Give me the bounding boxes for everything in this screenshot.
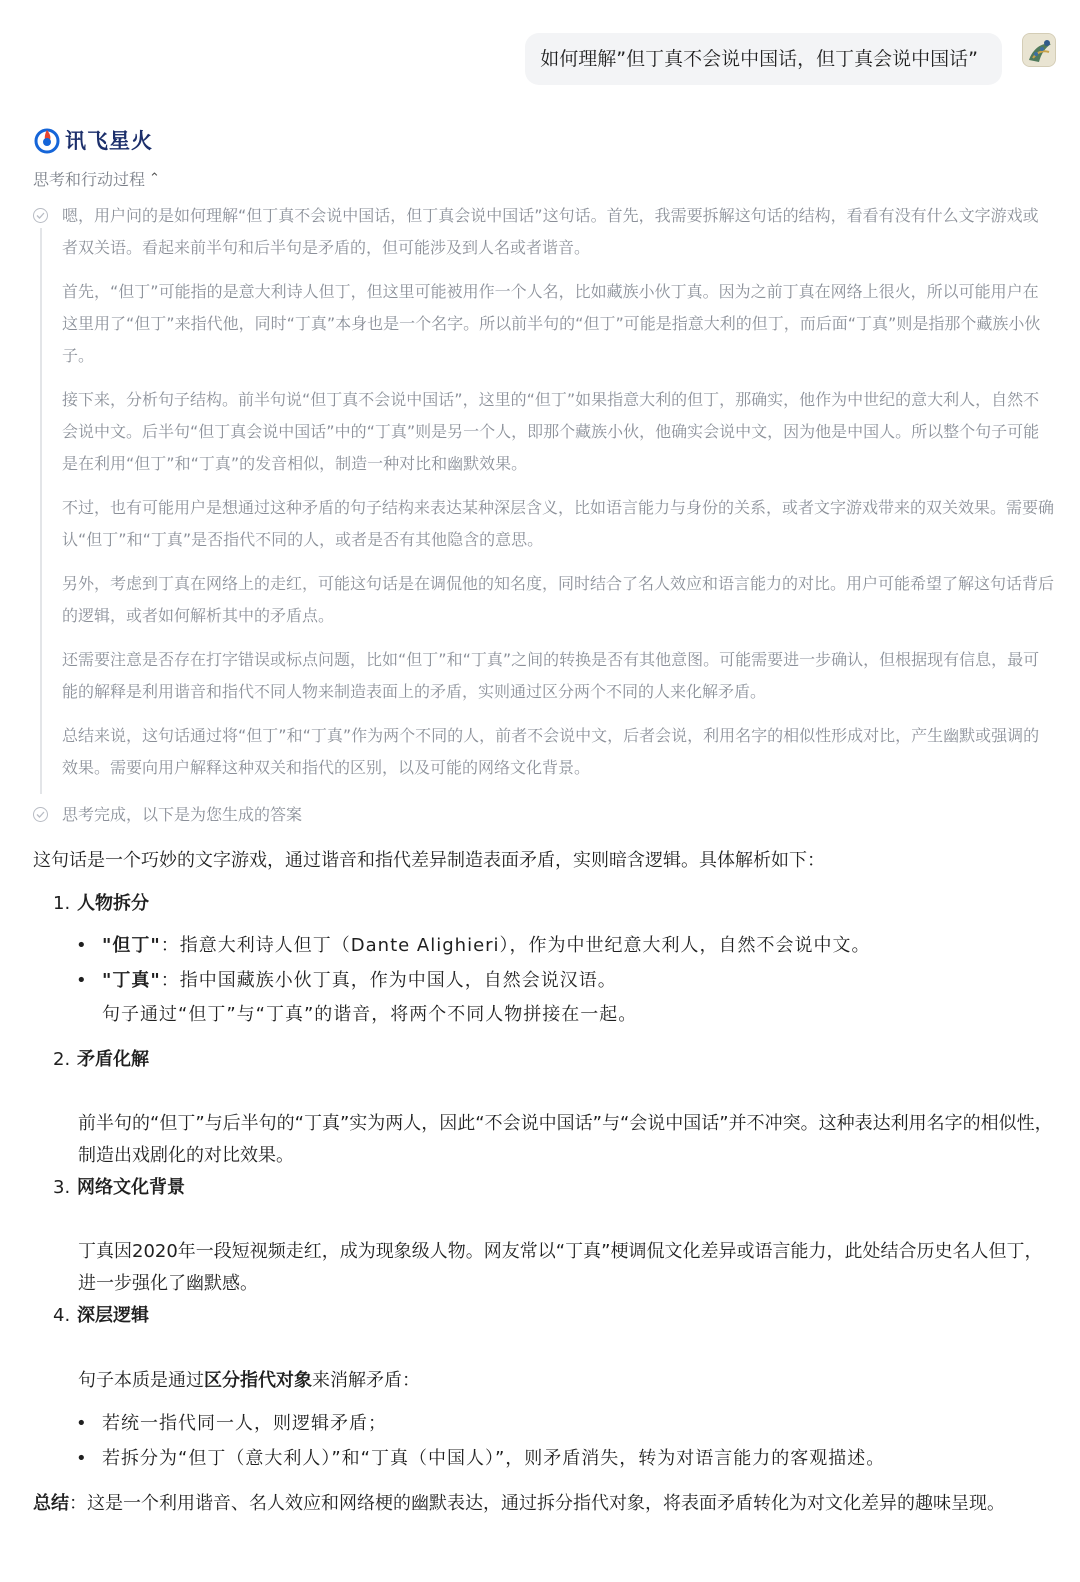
bullet-term: "丁真" [102, 970, 161, 991]
thinking-divider [40, 228, 42, 794]
section-title: 人物拆分 [77, 893, 149, 914]
thinking-paragraph: 接下来，分析句子结构。前半句说“但丁真不会说中国话”，这里的“但丁”如果指意大利的但丁，那确实，他作为中世纪的意大利人，自然不会说中文。后半句“但丁真会说中国话”中的“丁真”则是另一个人，即那个藏族小伙，他确实会说中文，因为他是中国人。所以整个句子可能是在利用“但丁”和“丁真”的发音相似，制造一种对比和幽默效果。 [62, 390, 1040, 473]
thinking-paragraph: 嗯，用户问的是如何理解“但丁真不会说中国话，但丁真会说中国话”这句话。首先，我需要拆解这句话的结构，看看有没有什么文字游戏或者双关语。看起来前半句和后半句是矛盾的，但可能涉及到人名或者谐音。 [62, 206, 1039, 257]
bullet-term: "但丁" [102, 935, 161, 956]
brand-logo [33, 122, 153, 158]
list-item [80, 1407, 387, 1441]
text-bold: 区分指代对象 [204, 1370, 312, 1391]
check-circle-icon [33, 807, 48, 822]
chevron-up-icon: ⌃ [149, 171, 160, 186]
section-title: 网络文化背景 [77, 1177, 185, 1198]
section-number: 2. [53, 1049, 71, 1070]
section-number: 1. [53, 893, 71, 914]
list-item [80, 964, 637, 1032]
user-avatar[interactable] [1022, 33, 1056, 67]
bullet-text: • 若拆分为“但丁（意大利人）”和“丁真（中国人）”，则矛盾消失，转为对语言能力的客观描述。 [102, 1448, 886, 1469]
thinking-paragraph: 另外，考虑到丁真在网络上的走红，可能这句话是在调侃他的知名度，同时结合了名人效应和语言能力的对比。用户可能希望了解这句话背后的逻辑，或者如何解析其中的矛盾点。 [62, 574, 1055, 625]
section-title: 深层逻辑 [77, 1305, 149, 1326]
section-heading [53, 889, 149, 919]
user-message-row [525, 33, 1056, 85]
list-item [80, 929, 871, 963]
text-run: 句子本质是通过 [78, 1370, 204, 1391]
answer-summary [33, 1488, 1043, 1520]
section-heading [53, 1173, 185, 1203]
summary-label: 总结 [33, 1493, 69, 1514]
check-circle-icon [33, 208, 48, 223]
brand-name: 讯飞星火 [65, 129, 153, 153]
section-paragraph [78, 1365, 1058, 1397]
section-title: 矛盾化解 [77, 1049, 149, 1070]
bullet-continuation: 句子通过“但丁”与“丁真”的谐音，将两个不同人物拼接在一起。 [102, 1004, 638, 1025]
thinking-paragraph: 还需要注意是否存在打字错误或标点问题，比如“但丁”和“丁真”之间的转换是否有其他意图。可能需要进一步确认，但根据现有信息，最可能的解释是利用谐音和指代不同人物来制造表面上的矛盾，实则通过区分两个不同的人来化解矛盾。 [62, 650, 1040, 701]
thinking-done-label: 思考完成，以下是为您生成的答案 [62, 805, 303, 824]
section-paragraph: 丁真因2020年一段短视频走红，成为现象级人物。网友常以“丁真”梗调侃文化差异或语言能力，此处结合历史名人但丁，进一步强化了幽默感。 [78, 1241, 1043, 1294]
bullet-text: ：指中国藏族小伙丁真，作为中国人，自然会说汉语。 [160, 970, 617, 991]
section-number: 4. [53, 1305, 71, 1326]
thinking-paragraph: 首先，“但丁”可能指的是意大利诗人但丁，但这里可能被用作一个人名，比如藏族小伙丁真。因为之前丁真在网络上很火，所以可能用户在这里用了“但丁”来指代他，同时“丁真”本身也是一个名字。所以前半句的“但丁”可能是指意大利的但丁，而后面“丁真”则是指那个藏族小伙子。 [62, 282, 1041, 365]
list-item [80, 1442, 885, 1476]
thinking-toggle-label: 思考和行动过程 [33, 170, 146, 189]
avatar-peacock-icon [1023, 34, 1056, 67]
section-heading [53, 1301, 149, 1331]
user-message-bubble: 如何理解”但丁真不会说中国话，但丁真会说中国话” [525, 33, 1002, 85]
section-number: 3. [53, 1177, 71, 1198]
spark-logo-icon [33, 126, 61, 154]
section-heading [53, 1045, 149, 1075]
thinking-paragraph: 不过，也有可能用户是想通过这种矛盾的句子结构来表达某种深层含义，比如语言能力与身份的关系，或者文字游戏带来的双关效果。需要确认“但丁”和“丁真”是否指代不同的人，或者是否有其他隐含的意思。 [62, 498, 1055, 549]
thinking-toggle[interactable] [33, 167, 160, 190]
section-paragraph: 前半句的“但丁”与后半句的“丁真”实为两人，因此“不会说中国话”与“会说中国话”并不冲突。这种表达利用名字的相似性，制造出戏剧化的对比效果。 [78, 1113, 1053, 1166]
bullet-text: • 若统一指代同一人，则逻辑矛盾； [102, 1413, 387, 1434]
bullet-text: ：指意大利诗人但丁（Dante Alighieri），作为中世纪意大利人，自然不会说中文。 [160, 935, 871, 956]
summary-text: ：这是一个利用谐音、名人效应和网络梗的幽默表达，通过拆分指代对象，将表面矛盾转化为对文化差异的趣味呈现。 [69, 1493, 1005, 1514]
answer-intro: 这句话是一个巧妙的文字游戏，通过谐音和指代差异制造表面矛盾，实则暗含逻辑。具体解析如下： [33, 850, 825, 871]
thinking-paragraph: 总结来说，这句话通过将“但丁”和“丁真”作为两个不同的人，前者不会说中文，后者会说，利用名字的相似性形成对比，产生幽默或强调的效果。需要向用户解释这种双关和指代的区别，以及可能的网络文化背景。 [62, 726, 1040, 777]
text-run: 来消解矛盾： [312, 1370, 420, 1391]
